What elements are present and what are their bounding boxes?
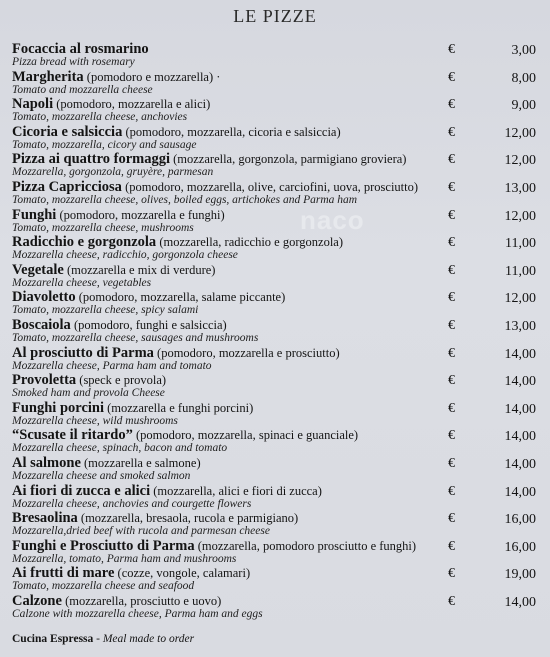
item-description: Mozzarella,dried beef with rucola and parmesan cheese [12, 525, 270, 538]
menu-item [12, 401, 540, 429]
item-price: 12,00 [504, 291, 536, 307]
euro-sign: € [448, 400, 455, 416]
euro-sign: € [448, 317, 455, 333]
item-name: Ai frutti di mare [12, 565, 115, 582]
item-ingredients: (pomodoro, mozzarella e funghi) [56, 207, 225, 222]
item-ingredients: (pomodoro, funghi e salsiccia) [70, 317, 227, 332]
item-price: 9,00 [511, 98, 536, 114]
euro-sign: € [448, 428, 455, 444]
item-price: 8,00 [511, 70, 536, 86]
item-description: Pizza bread with rosemary [12, 56, 135, 68]
item-price: 14,00 [504, 456, 536, 472]
euro-sign: € [448, 373, 455, 389]
item-description: Mozzarella cheese, anchovies and courgette flowers [12, 497, 252, 510]
item-ingredients: (mozzarella e salmone) [80, 455, 201, 470]
menu-item [12, 511, 540, 539]
item-price: 12,00 [504, 153, 536, 169]
item-name: Radicchio e gorgonzola [12, 234, 157, 251]
euro-sign: € [448, 566, 455, 582]
item-line [12, 180, 418, 195]
item-price: 13,00 [504, 318, 536, 334]
item-name: Provoletta [12, 372, 77, 389]
item-price: 14,00 [504, 401, 536, 417]
item-description: Mozzarella cheese, wild mushrooms [12, 414, 178, 427]
item-name: Margherita [12, 68, 84, 85]
item-price: 11,00 [505, 236, 536, 252]
item-ingredients: (pomodoro, mozzarella, olive, carciofini, uova, prosciutto) [121, 179, 419, 194]
menu-item [12, 290, 540, 318]
menu-item [12, 70, 540, 98]
item-ingredients: (mozzarella, radicchio e gorgonzola) [156, 235, 344, 250]
item-name: Al prosciutto di Parma [12, 344, 154, 361]
item-ingredients: (cozze, vongole, calamari) [114, 566, 251, 581]
item-description: Mozzarella, gorgonzola, gruyère, parmesan [12, 166, 214, 179]
item-price: 16,00 [504, 512, 536, 528]
item-description: Mozzarella cheese, vegetables [12, 276, 152, 289]
euro-sign: € [448, 69, 455, 85]
footer-note: - Meal made to order [93, 633, 195, 645]
item-name: Ai fiori di zucca e alici [12, 482, 151, 499]
item-name: Diavoletto [12, 289, 76, 306]
menu-item [12, 42, 540, 70]
menu-item [12, 318, 540, 346]
item-description: Tomato, mozzarella cheese, sausages and mushrooms [12, 331, 259, 344]
item-price: 12,00 [504, 125, 536, 141]
item-price: 14,00 [504, 484, 536, 500]
item-price: 11,00 [505, 263, 536, 279]
item-description: Tomato, mozzarella cheese and seafood [12, 580, 195, 593]
item-name: Pizza Capricciosa [12, 178, 122, 195]
item-description: Mozzarella cheese, radicchio, gorgonzola cheese [12, 249, 238, 262]
item-ingredients: (pomodoro, mozzarella, cicoria e salsiccia) [122, 124, 341, 139]
menu-item [12, 180, 540, 208]
euro-sign: € [448, 483, 455, 499]
item-ingredients: (pomodoro, mozzarella e prosciutto) [153, 345, 340, 360]
item-name: Boscaiola [12, 316, 71, 333]
euro-sign: € [448, 262, 455, 278]
euro-sign: € [448, 593, 455, 609]
item-price: 19,00 [504, 567, 536, 583]
item-name: Vegetale [12, 261, 64, 278]
menu-item [12, 235, 540, 263]
item-line [12, 97, 210, 112]
item-name: Al salmone [12, 454, 81, 471]
item-line [12, 125, 341, 140]
item-name: Cicoria e salsiccia [12, 123, 123, 140]
menu-item [12, 263, 540, 291]
item-price: 16,00 [504, 539, 536, 555]
item-line [12, 594, 221, 609]
item-line [12, 318, 227, 333]
item-ingredients: (mozzarella, pomodoro prosciutto e funghi) [194, 538, 417, 553]
item-name: “Scusate il ritardo” [12, 427, 133, 444]
item-ingredients: (speck e provola) [76, 373, 167, 388]
item-name: Pizza ai quattro formaggi [12, 151, 170, 168]
item-ingredients: (pomodoro, mozzarella, spinaci e guanciale) [132, 428, 359, 443]
euro-sign: € [448, 290, 455, 306]
item-line [12, 235, 343, 250]
euro-sign: € [448, 42, 455, 57]
item-price: 14,00 [504, 429, 536, 445]
item-description: Mozzarella cheese, spinach, bacon and tomato [12, 442, 228, 455]
item-line [12, 373, 166, 388]
item-line [12, 346, 340, 361]
item-line [12, 484, 322, 499]
item-description: Tomato, mozzarella cheese, anchovies [12, 111, 188, 124]
menu-item [12, 484, 540, 512]
item-line [12, 263, 215, 278]
item-ingredients: (mozzarella e funghi porcini) [104, 400, 254, 415]
item-description: Tomato, mozzarella cheese, mushrooms [12, 221, 194, 234]
item-ingredients: (pomodoro e mozzarella) · [83, 69, 221, 84]
item-price: 12,00 [504, 208, 536, 224]
pizza-list [12, 42, 540, 621]
menu-item [12, 125, 540, 153]
item-price: 3,00 [511, 43, 536, 58]
item-description: Tomato, mozzarella cheese, spicy salami [12, 304, 199, 317]
menu-item [12, 373, 540, 401]
item-ingredients: (pomodoro, mozzarella, salame piccante) [75, 290, 286, 305]
item-description: Tomato, mozzarella cheese, olives, boiled eggs, artichokes and Parma ham [12, 193, 358, 206]
item-line [12, 152, 406, 167]
item-description: Calzone with mozzarella cheese, Parma ham and eggs [12, 607, 263, 620]
euro-sign: € [448, 207, 455, 223]
euro-sign: € [448, 97, 455, 113]
item-name: Focaccia al rosmarino [12, 41, 149, 57]
item-ingredients: (mozzarella, alici e fiori di zucca) [150, 483, 322, 498]
item-price: 13,00 [504, 180, 536, 196]
item-name: Funghi porcini [12, 399, 104, 416]
item-ingredients: (mozzarella, prosciutto e uovo) [61, 593, 222, 608]
item-price: 14,00 [504, 594, 536, 610]
euro-sign: € [448, 455, 455, 471]
item-description: Mozzarella, tomato, Parma ham and mushrooms [12, 552, 237, 565]
item-line [12, 456, 201, 471]
item-name: Funghi e Prosciutto di Parma [12, 537, 195, 554]
item-description: Mozzarella cheese and smoked salmon [12, 469, 191, 482]
footer-bold: Cucina Espressa [12, 633, 94, 645]
euro-sign: € [448, 124, 455, 140]
item-line [12, 511, 298, 526]
item-price: 14,00 [504, 374, 536, 390]
item-name: Funghi [12, 206, 57, 223]
menu-item [12, 539, 540, 567]
euro-sign: € [448, 235, 455, 251]
euro-sign: € [448, 152, 455, 168]
item-ingredients: (pomodoro, mozzarella e alici) [53, 97, 211, 112]
item-line [12, 539, 416, 554]
item-name: Napoli [12, 96, 54, 113]
item-line [12, 290, 285, 305]
item-name: Bresaolina [12, 510, 78, 527]
item-line [12, 428, 358, 443]
watermark: naco [300, 205, 365, 235]
menu-item [12, 346, 540, 374]
item-price: 14,00 [504, 346, 536, 362]
euro-sign: € [448, 345, 455, 361]
item-ingredients: (mozzarella, bresaola, rucola e parmigiano) [77, 511, 299, 526]
item-description: Smoked ham and provola Cheese [12, 387, 165, 400]
item-line [12, 42, 149, 57]
menu-item [12, 456, 540, 484]
item-name: Calzone [12, 592, 62, 609]
menu-footer [12, 633, 194, 645]
menu-item [12, 428, 540, 456]
euro-sign: € [448, 511, 455, 527]
item-ingredients: (mozzarella, gorgonzola, parmigiano groviera) [170, 152, 407, 167]
item-description: Tomato and mozzarella cheese [12, 83, 153, 96]
item-line [12, 566, 250, 581]
item-description: Mozzarella cheese, Parma ham and tomato [12, 359, 212, 372]
menu-item [12, 152, 540, 180]
menu-item [12, 594, 540, 622]
euro-sign: € [448, 179, 455, 195]
euro-sign: € [448, 538, 455, 554]
menu-item [12, 566, 540, 594]
item-line [12, 208, 225, 223]
item-line [12, 70, 220, 85]
item-ingredients: (mozzarella e mix di verdure) [63, 262, 216, 277]
item-line [12, 401, 253, 416]
item-description: Tomato, mozzarella, cicory and sausage [12, 138, 197, 151]
menu-title: LE PIZZE [233, 6, 317, 26]
menu-item [12, 208, 540, 236]
menu-item [12, 97, 540, 125]
